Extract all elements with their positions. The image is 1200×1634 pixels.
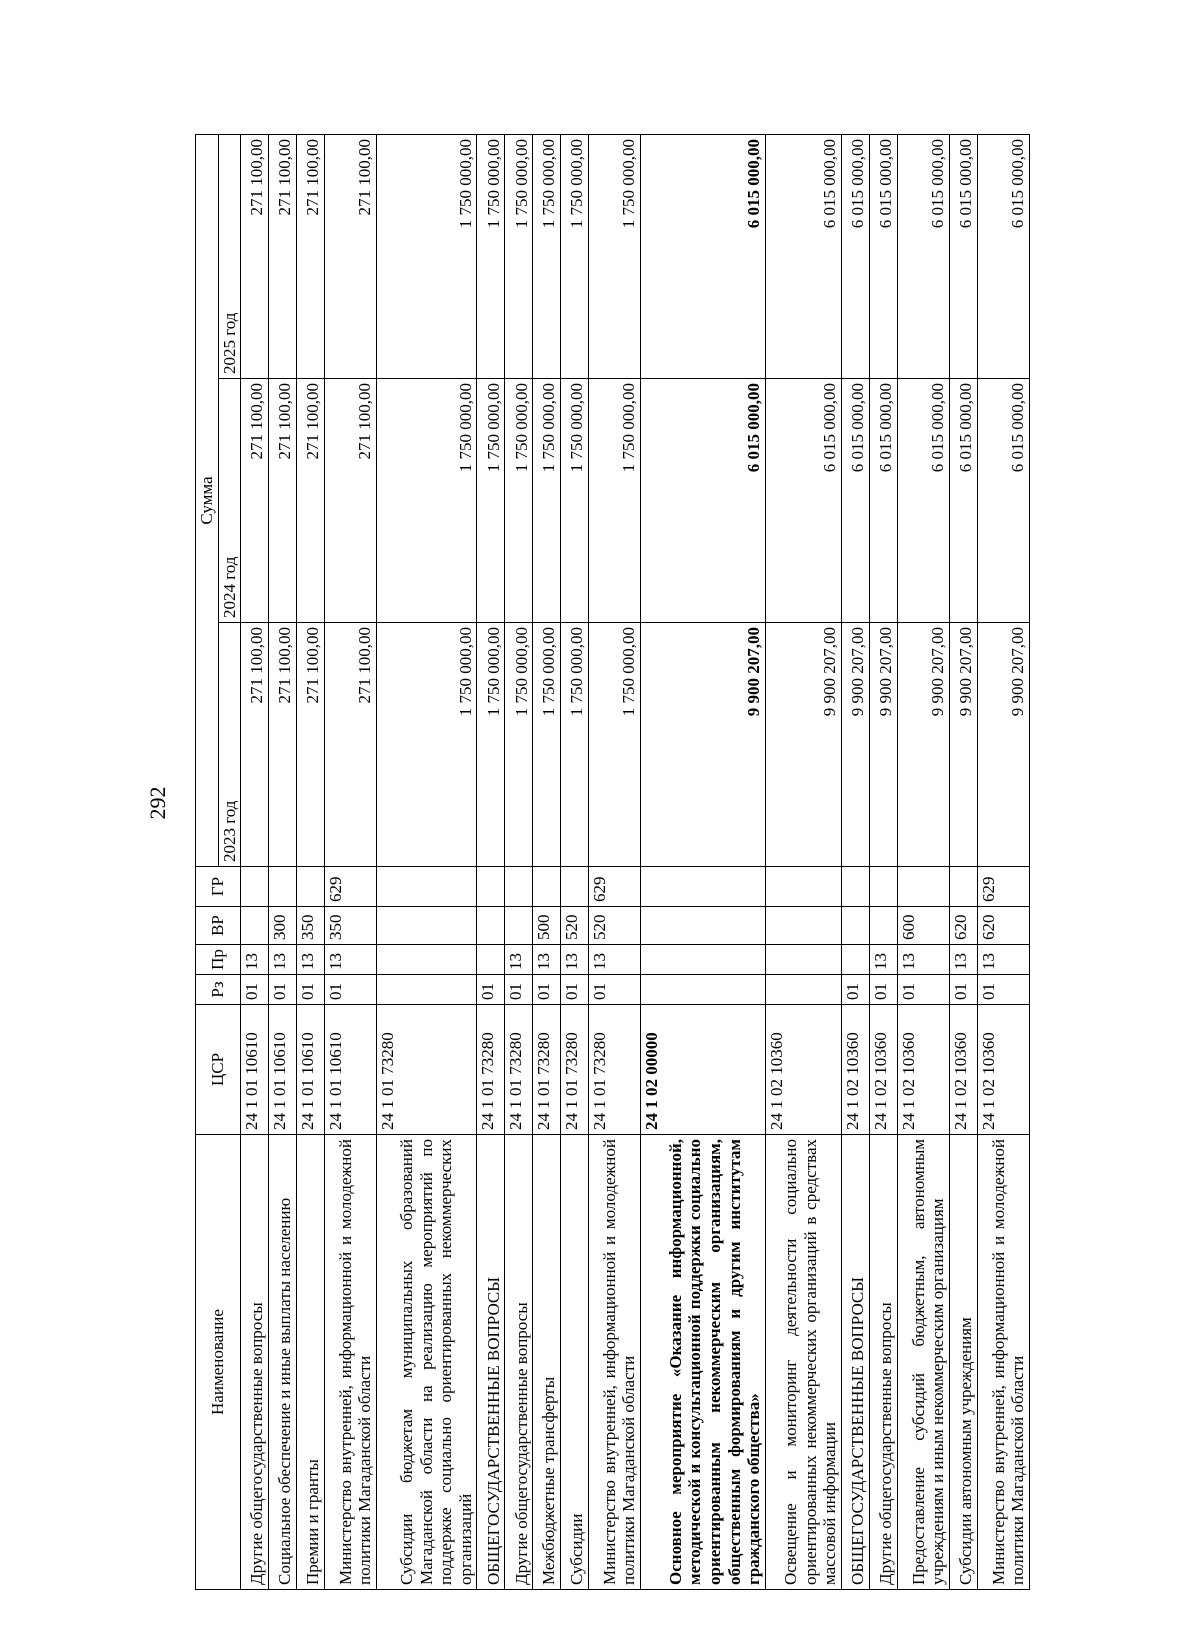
cell-2024: 1 750 000,00 — [561, 379, 589, 623]
cell-2023: 1 750 000,00 — [505, 623, 533, 867]
cell-name: Субсидии — [561, 1135, 589, 1590]
table-row — [376, 135, 476, 1590]
table-row — [324, 135, 376, 1590]
cell-csr: 24 1 01 73280 — [505, 1005, 533, 1135]
header-year-2025: 2025 год — [218, 135, 241, 379]
table-body — [241, 135, 1030, 1590]
table-row — [869, 135, 897, 1590]
cell-gr: 629 — [588, 867, 640, 907]
cell-csr: 24 1 01 73280 — [376, 1005, 476, 1135]
cell-2024: 6 015 000,00 — [765, 379, 841, 623]
cell-csr: 24 1 01 10610 — [268, 1005, 296, 1135]
cell-2024: 1 750 000,00 — [477, 379, 505, 623]
cell-2024: 6 015 000,00 — [841, 379, 869, 623]
cell-csr: 24 1 01 73280 — [588, 1005, 640, 1135]
cell-2023: 9 900 207,00 — [869, 623, 897, 867]
table-row — [296, 135, 324, 1590]
cell-rz: 01 — [561, 975, 589, 1005]
cell-2023: 1 750 000,00 — [376, 623, 476, 867]
cell-2023: 9 900 207,00 — [949, 623, 977, 867]
table-header — [196, 135, 241, 1590]
cell-2025: 6 015 000,00 — [841, 135, 869, 379]
table-row — [897, 135, 949, 1590]
cell-gr: 629 — [324, 867, 376, 907]
cell-vr: 600 — [897, 907, 949, 945]
cell-name: Министерство внутренней, информационной и молодежной политики Магаданской области — [588, 1135, 640, 1590]
cell-gr — [765, 867, 841, 907]
header-gr: ГР — [196, 867, 241, 907]
cell-2025: 271 100,00 — [324, 135, 376, 379]
cell-vr — [477, 907, 505, 945]
header-pr: Пр — [196, 945, 241, 975]
cell-pr — [376, 945, 476, 975]
cell-pr — [765, 945, 841, 975]
cell-2025: 1 750 000,00 — [505, 135, 533, 379]
cell-name: Предоставление субсидий бюджетным, автономным учреждениям и иным некоммерческим организациям — [897, 1135, 949, 1590]
cell-2023: 1 750 000,00 — [533, 623, 561, 867]
cell-2023: 9 900 207,00 — [640, 623, 765, 867]
cell-2025: 1 750 000,00 — [533, 135, 561, 379]
cell-gr — [533, 867, 561, 907]
cell-gr — [241, 867, 269, 907]
cell-name: Премии и гранты — [296, 1135, 324, 1590]
cell-pr — [477, 945, 505, 975]
cell-csr: 24 1 02 10360 — [897, 1005, 949, 1135]
cell-csr: 24 1 01 73280 — [533, 1005, 561, 1135]
cell-2025: 1 750 000,00 — [376, 135, 476, 379]
cell-gr — [376, 867, 476, 907]
table-row — [533, 135, 561, 1590]
cell-rz: 01 — [324, 975, 376, 1005]
cell-2025: 6 015 000,00 — [949, 135, 977, 379]
cell-2023: 1 750 000,00 — [561, 623, 589, 867]
header-year-2023: 2023 год — [218, 623, 241, 867]
cell-2024: 6 015 000,00 — [977, 379, 1029, 623]
cell-rz: 01 — [949, 975, 977, 1005]
cell-name: Другие общегосударственные вопросы — [505, 1135, 533, 1590]
cell-2025: 6 015 000,00 — [869, 135, 897, 379]
cell-2025: 6 015 000,00 — [977, 135, 1029, 379]
rotated-table-container — [195, 135, 1030, 1590]
budget-table — [195, 134, 1030, 1590]
cell-rz: 01 — [296, 975, 324, 1005]
cell-name: Министерство внутренней, информационной и молодежной политики Магаданской области — [977, 1135, 1029, 1590]
cell-2025: 6 015 000,00 — [765, 135, 841, 379]
cell-2025: 1 750 000,00 — [477, 135, 505, 379]
cell-vr — [869, 907, 897, 945]
cell-name: Основное мероприятие «Оказание информационной, методической и консультационной поддержки социально ориентированным некоммерческим организациям, общественным формированиям и другим институтам гражданского общества» — [640, 1135, 765, 1590]
cell-2023: 271 100,00 — [296, 623, 324, 867]
header-sum: Сумма — [196, 135, 219, 867]
cell-2024: 6 015 000,00 — [869, 379, 897, 623]
cell-vr: 350 — [324, 907, 376, 945]
cell-2023: 271 100,00 — [241, 623, 269, 867]
cell-pr: 13 — [561, 945, 589, 975]
cell-name: Субсидии автономным учреждениям — [949, 1135, 977, 1590]
cell-vr — [241, 907, 269, 945]
cell-vr: 620 — [949, 907, 977, 945]
cell-vr — [765, 907, 841, 945]
cell-csr: 24 1 02 00000 — [640, 1005, 765, 1135]
header-vr: ВР — [196, 907, 241, 945]
cell-2023: 271 100,00 — [324, 623, 376, 867]
cell-2023: 9 900 207,00 — [765, 623, 841, 867]
cell-2025: 1 750 000,00 — [588, 135, 640, 379]
page-number: 292 — [145, 786, 170, 820]
cell-rz: 01 — [241, 975, 269, 1005]
cell-pr: 13 — [533, 945, 561, 975]
cell-gr — [296, 867, 324, 907]
cell-vr: 500 — [533, 907, 561, 945]
cell-2025: 271 100,00 — [296, 135, 324, 379]
cell-name: Другие общегосударственные вопросы — [241, 1135, 269, 1590]
cell-2024: 1 750 000,00 — [588, 379, 640, 623]
cell-gr — [949, 867, 977, 907]
cell-name: Министерство внутренней, информационной и молодежной политики Магаданской области — [324, 1135, 376, 1590]
cell-2024: 1 750 000,00 — [376, 379, 476, 623]
cell-pr: 13 — [241, 945, 269, 975]
cell-pr: 13 — [588, 945, 640, 975]
cell-rz: 01 — [977, 975, 1029, 1005]
cell-vr — [640, 907, 765, 945]
cell-pr: 13 — [296, 945, 324, 975]
cell-name: ОБЩЕГОСУДАРСТВЕННЫЕ ВОПРОСЫ — [841, 1135, 869, 1590]
cell-vr: 350 — [296, 907, 324, 945]
cell-2023: 1 750 000,00 — [477, 623, 505, 867]
cell-rz — [640, 975, 765, 1005]
cell-name: Другие общегосударственные вопросы — [869, 1135, 897, 1590]
cell-vr: 620 — [977, 907, 1029, 945]
cell-vr — [505, 907, 533, 945]
cell-gr — [477, 867, 505, 907]
cell-vr: 520 — [588, 907, 640, 945]
cell-gr — [869, 867, 897, 907]
cell-csr: 24 1 02 10360 — [841, 1005, 869, 1135]
cell-vr — [841, 907, 869, 945]
cell-csr: 24 1 01 10610 — [324, 1005, 376, 1135]
cell-vr — [376, 907, 476, 945]
cell-rz — [765, 975, 841, 1005]
cell-vr: 520 — [561, 907, 589, 945]
cell-rz: 01 — [869, 975, 897, 1005]
cell-name: Межбюджетные трансферты — [533, 1135, 561, 1590]
cell-csr: 24 1 02 10360 — [869, 1005, 897, 1135]
cell-csr: 24 1 01 10610 — [241, 1005, 269, 1135]
header-rz: Рз — [196, 975, 241, 1005]
table-row — [640, 135, 765, 1590]
cell-pr: 13 — [897, 945, 949, 975]
cell-rz: 01 — [268, 975, 296, 1005]
cell-pr: 13 — [324, 945, 376, 975]
cell-csr: 24 1 02 10360 — [949, 1005, 977, 1135]
cell-csr: 24 1 01 10610 — [296, 1005, 324, 1135]
cell-gr — [561, 867, 589, 907]
cell-2024: 271 100,00 — [268, 379, 296, 623]
cell-2024: 271 100,00 — [241, 379, 269, 623]
cell-gr — [268, 867, 296, 907]
cell-2024: 1 750 000,00 — [505, 379, 533, 623]
cell-gr — [897, 867, 949, 907]
table-row — [561, 135, 589, 1590]
table-row — [841, 135, 869, 1590]
table-row — [505, 135, 533, 1590]
table-row — [477, 135, 505, 1590]
cell-pr: 13 — [869, 945, 897, 975]
cell-name: ОБЩЕГОСУДАРСТВЕННЫЕ ВОПРОСЫ — [477, 1135, 505, 1590]
cell-name: Субсидии бюджетам муниципальных образований Магаданской области на реализацию мероприятий по поддержке социально ориентированных некоммерческих организаций — [376, 1135, 476, 1590]
cell-pr — [640, 945, 765, 975]
cell-2024: 6 015 000,00 — [949, 379, 977, 623]
cell-csr: 24 1 02 10360 — [977, 1005, 1029, 1135]
cell-2023: 9 900 207,00 — [897, 623, 949, 867]
cell-csr: 24 1 01 73280 — [477, 1005, 505, 1135]
cell-csr: 24 1 01 73280 — [561, 1005, 589, 1135]
cell-2024: 271 100,00 — [296, 379, 324, 623]
cell-2024: 6 015 000,00 — [897, 379, 949, 623]
cell-rz: 01 — [588, 975, 640, 1005]
cell-rz: 01 — [841, 975, 869, 1005]
cell-pr: 13 — [977, 945, 1029, 975]
cell-2023: 9 900 207,00 — [841, 623, 869, 867]
cell-gr: 629 — [977, 867, 1029, 907]
header-year-2024: 2024 год — [218, 379, 241, 623]
cell-2023: 9 900 207,00 — [977, 623, 1029, 867]
cell-pr: 13 — [268, 945, 296, 975]
cell-rz: 01 — [477, 975, 505, 1005]
table-row — [268, 135, 296, 1590]
cell-vr: 300 — [268, 907, 296, 945]
cell-gr — [640, 867, 765, 907]
table-row — [949, 135, 977, 1590]
cell-2025: 6 015 000,00 — [640, 135, 765, 379]
cell-2023: 1 750 000,00 — [588, 623, 640, 867]
table-row — [241, 135, 269, 1590]
cell-gr — [841, 867, 869, 907]
cell-gr — [505, 867, 533, 907]
cell-2023: 271 100,00 — [268, 623, 296, 867]
table-row — [765, 135, 841, 1590]
table-row — [977, 135, 1029, 1590]
header-name: Наименование — [196, 1135, 241, 1590]
table-row — [588, 135, 640, 1590]
cell-2024: 6 015 000,00 — [640, 379, 765, 623]
cell-csr: 24 1 02 10360 — [765, 1005, 841, 1135]
cell-pr — [841, 945, 869, 975]
cell-2024: 1 750 000,00 — [533, 379, 561, 623]
cell-2025: 6 015 000,00 — [897, 135, 949, 379]
cell-pr: 13 — [505, 945, 533, 975]
cell-2025: 1 750 000,00 — [561, 135, 589, 379]
cell-rz — [376, 975, 476, 1005]
cell-rz: 01 — [897, 975, 949, 1005]
cell-rz: 01 — [505, 975, 533, 1005]
cell-pr: 13 — [949, 945, 977, 975]
cell-rz: 01 — [533, 975, 561, 1005]
header-csr: ЦСР — [196, 1005, 241, 1135]
cell-2024: 271 100,00 — [324, 379, 376, 623]
cell-2025: 271 100,00 — [268, 135, 296, 379]
cell-name: Социальное обеспечение и иные выплаты населению — [268, 1135, 296, 1590]
cell-name: Освещение и мониторинг деятельности социально ориентированных некоммерческих организаций в средствах массовой информации — [765, 1135, 841, 1590]
cell-2025: 271 100,00 — [241, 135, 269, 379]
